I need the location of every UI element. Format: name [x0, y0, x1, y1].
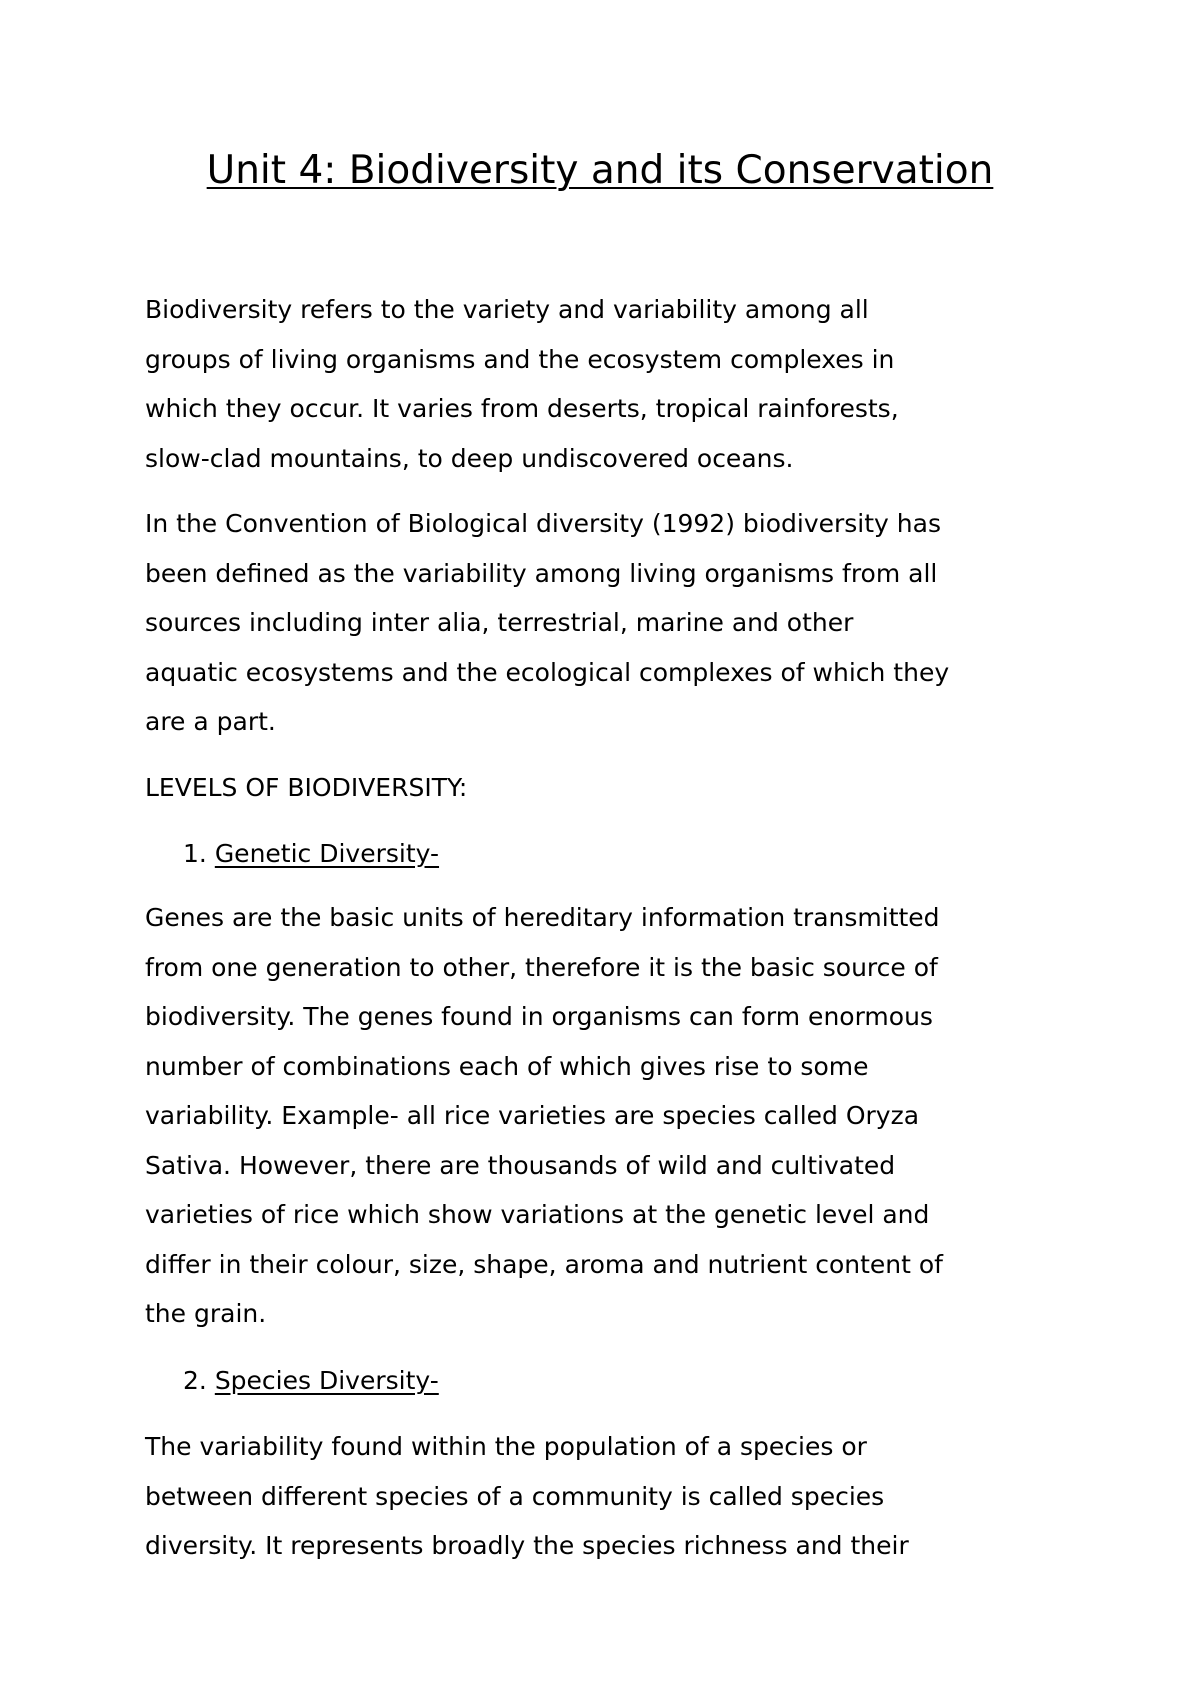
paragraph-line: varieties of rice which show variations at the genetic level and — [145, 1200, 930, 1229]
convention-paragraph — [145, 499, 1065, 747]
paragraph-line: aquatic ecosystems and the ecological complexes of which they — [145, 657, 950, 687]
list-item-genetic-diversity — [183, 829, 439, 879]
paragraph-line: Genes are the basic units of hereditary information transmitted — [145, 903, 940, 932]
paragraph-line: which they occur. It varies from deserts, tropical rainforests, — [145, 394, 899, 423]
paragraph-line: sources including inter alia, terrestrial, marine and other — [145, 608, 854, 637]
paragraph-line: diversity. It represents broadly the species richness and their — [145, 1531, 909, 1560]
levels-heading: LEVELS OF BIODIVERSITY: — [145, 773, 468, 802]
list-label: Genetic Diversity- — [214, 839, 440, 868]
paragraph-line: between different species of a community is called species — [145, 1481, 885, 1511]
list-number: 1. — [183, 839, 207, 868]
paragraph-line: Biodiversity refers to the variety and variability among all — [145, 295, 869, 324]
paragraph-line: been defined as the variability among living organisms from all — [145, 558, 938, 588]
paragraph-line: groups of living organisms and the ecosystem complexes in — [145, 344, 895, 374]
genetic-diversity-paragraph — [145, 893, 1065, 1339]
paragraph-line: In the Convention of Biological diversity (1992) biodiversity has — [145, 509, 941, 538]
paragraph-line: differ in their colour, size, shape, aroma and nutrient content of — [145, 1249, 943, 1279]
species-diversity-paragraph — [145, 1422, 1065, 1571]
paragraph-line: biodiversity. The genes found in organisms can form enormous — [145, 1002, 933, 1031]
document-title: Unit 4: Biodiversity and its Conservation — [206, 148, 994, 193]
paragraph-line: the grain. — [145, 1299, 267, 1328]
paragraph-line: slow-clad mountains, to deep undiscovered oceans. — [145, 443, 794, 473]
paragraph-line: The variability found within the population of a species or — [145, 1432, 867, 1461]
list-label: Species Diversity- — [214, 1366, 439, 1395]
paragraph-line: variability. Example- all rice varieties are species called Oryza — [145, 1101, 920, 1130]
paragraph-line: are a part. — [145, 707, 276, 736]
list-number: 2. — [183, 1366, 207, 1395]
paragraph-line: number of combinations each of which gives rise to some — [145, 1051, 869, 1081]
paragraph-line: from one generation to other, therefore it is the basic source of — [145, 952, 938, 982]
list-item-species-diversity — [183, 1356, 439, 1406]
paragraph-line: Sativa. However, there are thousands of wild and cultivated — [145, 1150, 896, 1180]
intro-paragraph — [145, 285, 1065, 483]
